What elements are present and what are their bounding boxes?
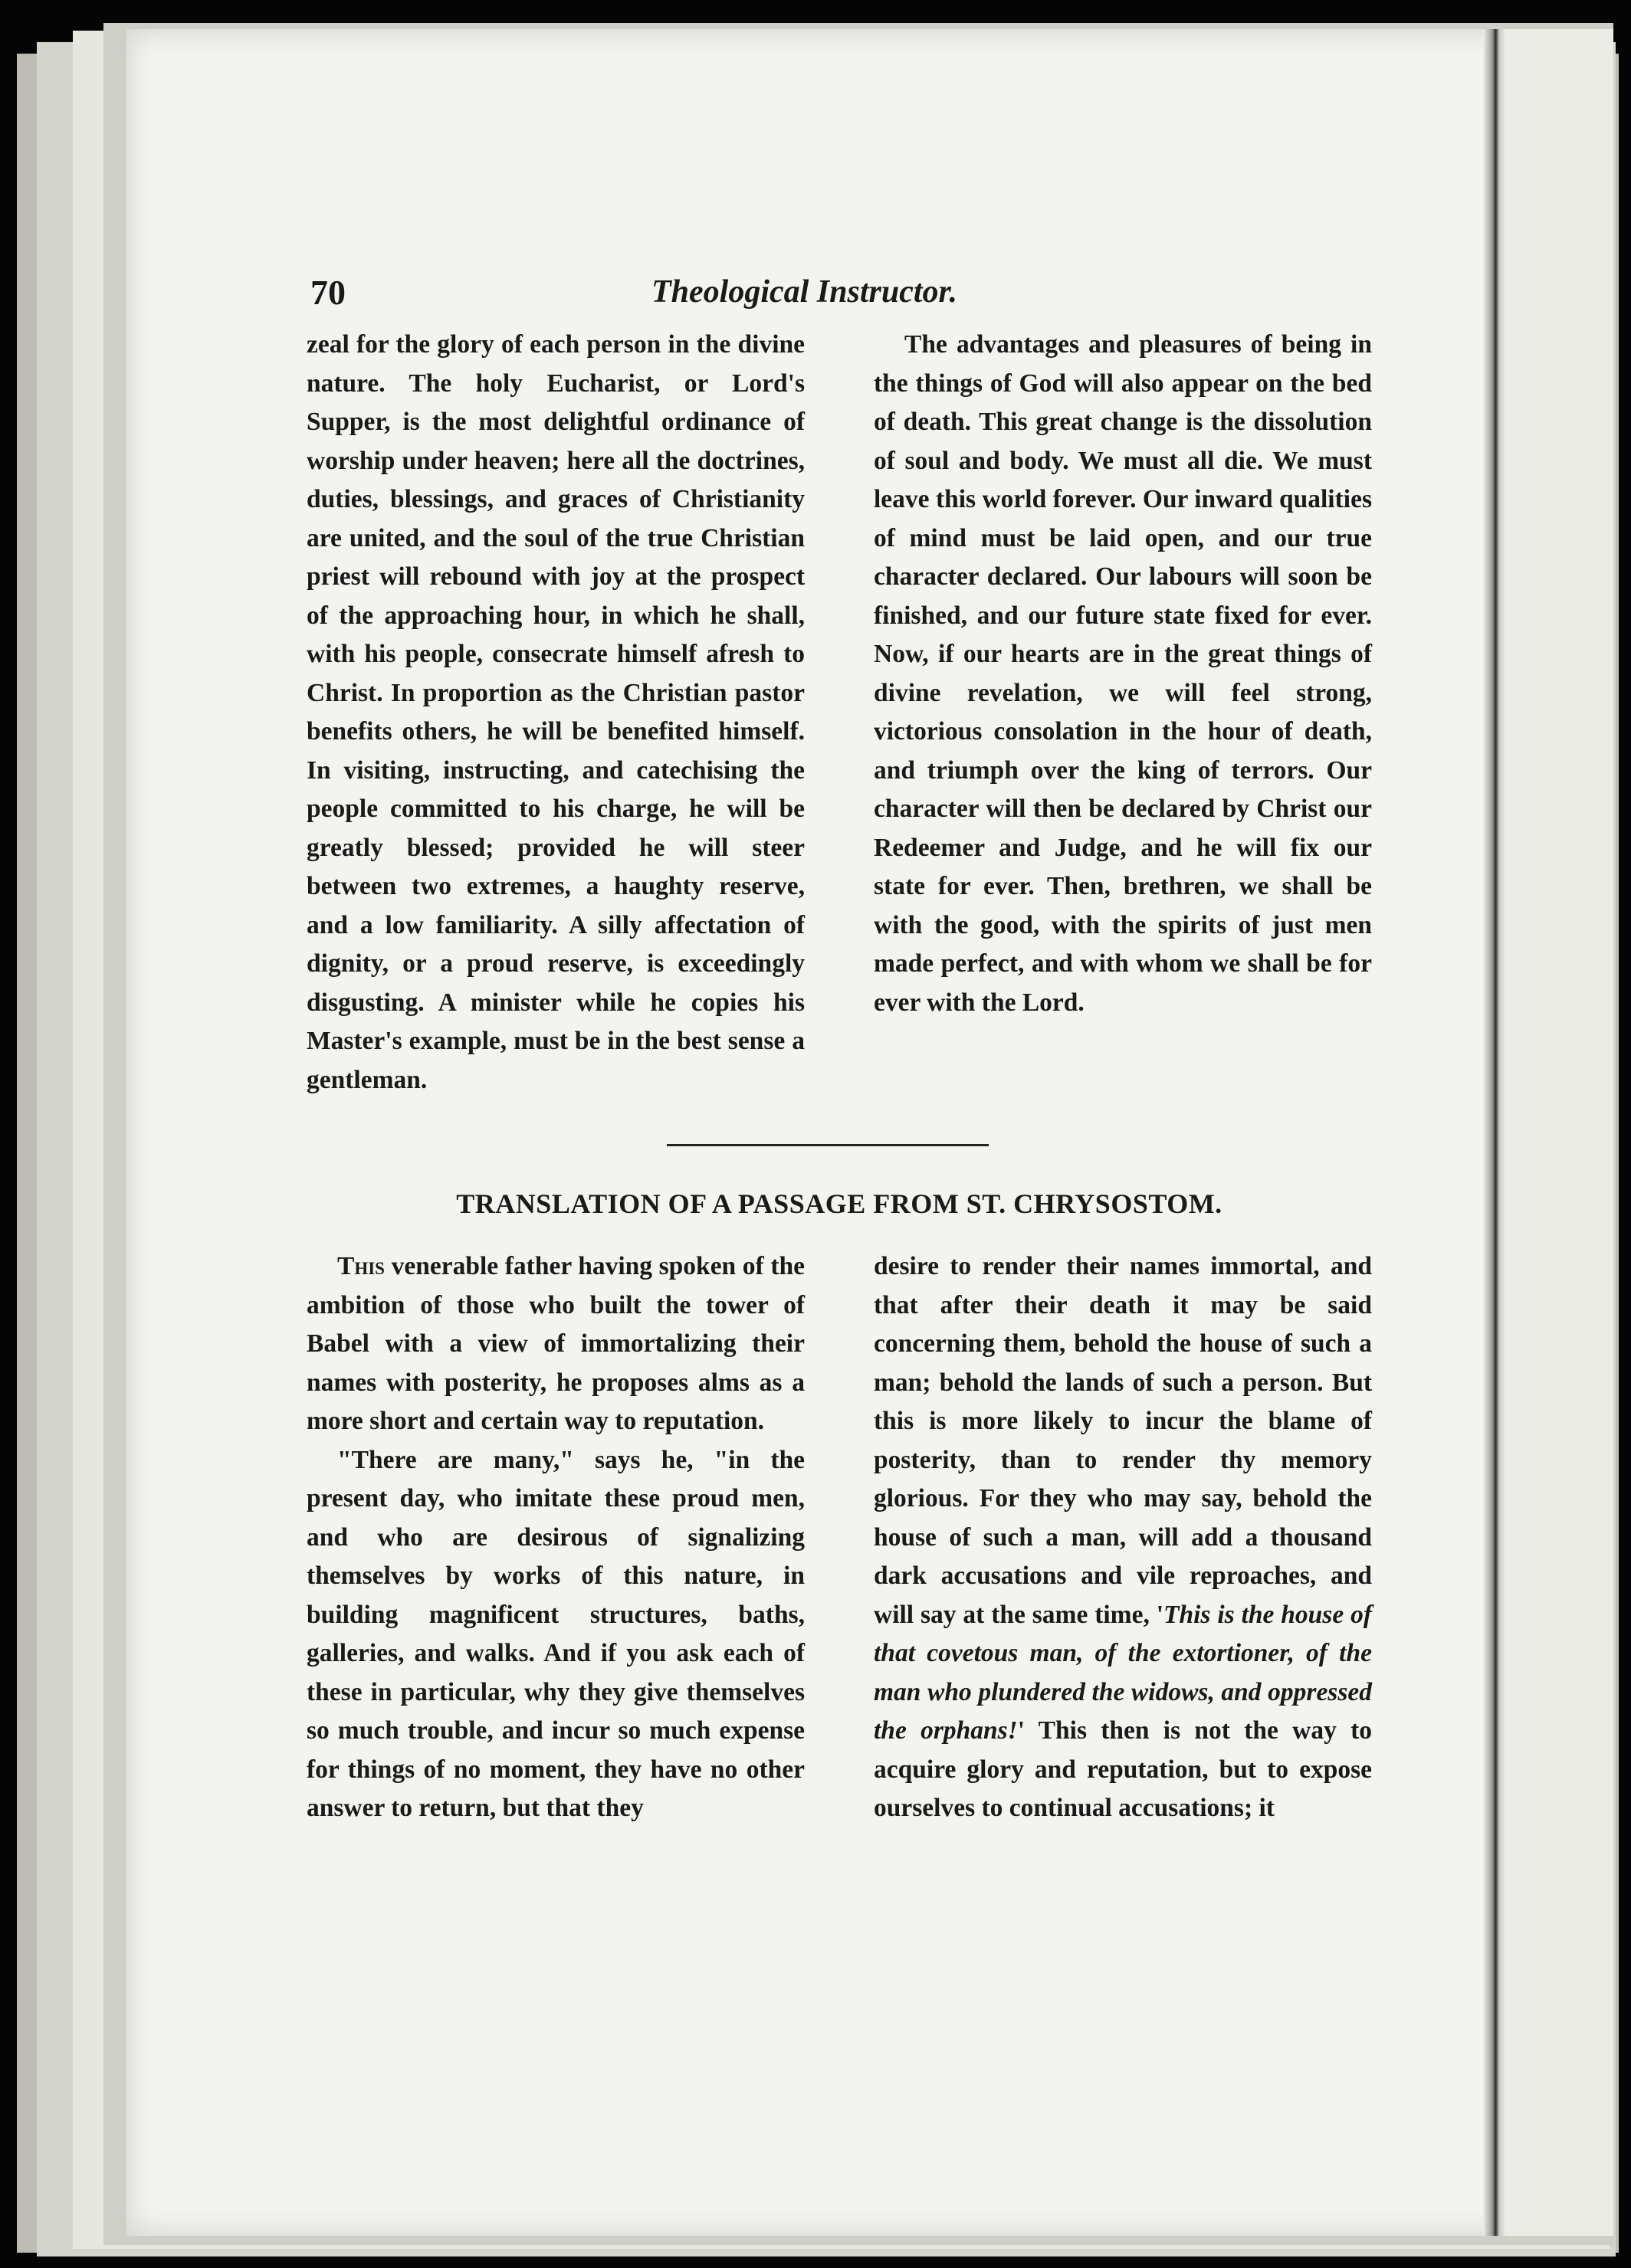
paragraph: zeal for the glory of each person in the divine nature. The holy Eucharist, or Lord's Supper, is the most delightful ordinance of worship under heaven; here all the doctrines, duties, blessings, and graces of Christianity are united, and the soul of the true Christian priest will rebound with joy at the prospect of the approaching hour, in which he shall, with his people, consecrate himself afresh to Christ. In proportion as the Christian pastor benefits others, he will be benefited himself. In visiting, instructing, and catechising the people committed to his charge, he will be greatly blessed; provided he will steer between two extremes, a haughty reserve, and a low familiarity. A silly affectation of dignity, or a proud reserve, is exceedingly disgusting. A minister while he copies his Master's example, must be in the best sense a gentleman. (307, 330, 805, 1094)
section-divider (667, 1144, 989, 1146)
page-header (307, 272, 1372, 326)
paragraph: "There are many," says he, "in the present day, who imitate these proud men, and who are desirous of signalizing themselves by works of this nature, in building magnificent structures, baths, galleries, and walks. And if you ask each of these in particular, why they give themselves so much trouble, and incur so much expense for things of no moment, they have no other answer to return, but that they (307, 1445, 805, 1822)
section-2-columns (307, 1247, 1372, 1828)
right-column (874, 1247, 1372, 1828)
page-content (307, 272, 1372, 1828)
facing-page-edge (1506, 29, 1613, 2236)
paragraph: The advantages and pleasures of being in the things of God will also appear on the bed of death. This great change is the dissolution of soul and body. We must all die. We must leave this world forever. Our inward qualities of mind must be laid open, and our true character declared. Our labours will soon be finished, and our future state fixed for ever. Now, if our hearts are in the great things of divine revelation, we will feel strong, victorious consolation in the hour of death, and triumph over the king of terrors. Our character will then be declared by Christ our Redeemer and Judge, and he will fix our state for ever. Then, brethren, we shall be with the good, with the spirits of just men made perfect, and with whom we shall be for ever with the Lord. (874, 330, 1372, 1017)
paragraph (307, 1247, 805, 1441)
italic-quote: This is the house of that covetous man, of the extortioner, of the man who plundered the widows, and oppressed the orphans! (874, 1600, 1372, 1745)
section-title: TRANSLATION OF A PASSAGE FROM ST. CHRYSOSTOM. (456, 1188, 1222, 1219)
paragraph (874, 1247, 1372, 1828)
left-column (307, 1247, 805, 1828)
paragraph-text: desire to render their names immortal, and that after their death it may be said concerning them, behold the house of such a man; behold the lands of such a person. But this is more likely to incur the blame of posterity, than to render thy memory glorious. For they who may say, behold the house of such a man, will add a thousand dark accusations and vile reproaches, and will say at the same time, ' (874, 1252, 1372, 1629)
left-column (307, 326, 805, 1100)
running-title: Theological Instructor. (651, 274, 958, 310)
lead-word: This (337, 1252, 385, 1280)
paragraph-text: venerable father having spoken of the ambition of those who built the tower of Babel with a view of immortalizing their names with posterity, he proposes alms as a more short and certain way to reputation. (307, 1252, 805, 1435)
section-1-columns (307, 326, 1372, 1100)
paragraph-text: ' This then is not the way to acquire glory and reputation, but to expose ourselves to continual accusations; it (874, 1716, 1372, 1822)
right-column (874, 326, 1372, 1100)
page-number: 70 (310, 273, 346, 312)
book-binding (1483, 29, 1506, 2236)
